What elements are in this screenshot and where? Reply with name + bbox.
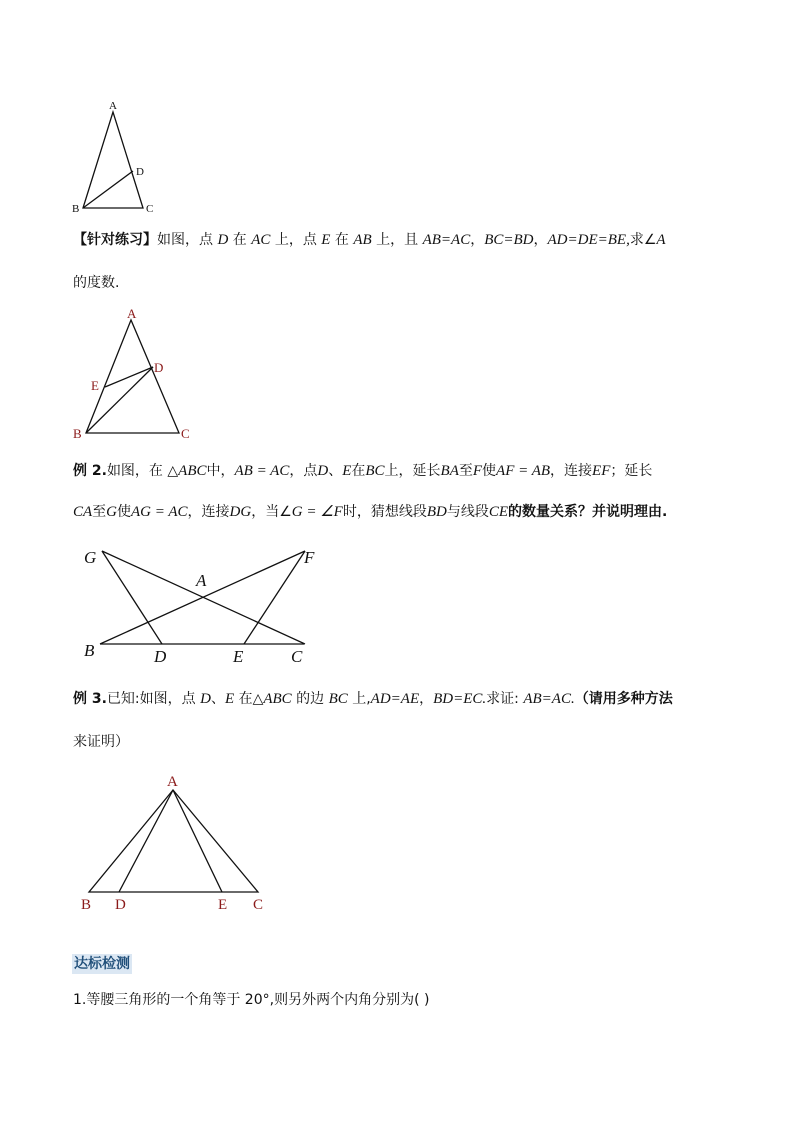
example2-tag: 例 2. (73, 463, 107, 479)
question-1: 1.等腰三角形的一个角等于 20°,则另外两个内角分别为( ) (73, 992, 430, 1008)
example2-line-2: CA至G使AG = AC，连接DG，当∠G = ∠F时，猜想线段BD与线段CE的数量关系？并说明理由. (73, 504, 668, 520)
section-heading: 达标检测 (74, 956, 130, 972)
example2-line-1: 例 2.如图，在 △ABC中，AB = AC，点D、E在BC上，延长BA至F使AF = AB，连接EF；延长 (73, 463, 653, 479)
label-D: D (136, 166, 144, 178)
label-A: A (109, 100, 117, 112)
label-G: G (84, 548, 97, 567)
label-B: B (73, 426, 82, 441)
label-B: B (84, 641, 95, 660)
label-A: A (127, 306, 137, 321)
figure-3-crossed-triangles (78, 538, 328, 668)
label-F: F (304, 548, 315, 567)
figure-4-triangle (75, 768, 275, 913)
label-D: D (154, 360, 164, 375)
label-E: E (233, 647, 244, 666)
label-E: E (91, 378, 99, 393)
label-B: B (72, 203, 80, 215)
label-D: D (115, 897, 126, 913)
example3-line-2: 来证明） (73, 734, 129, 750)
practice-line-2: 的度数. (73, 275, 120, 291)
label-C: C (181, 426, 190, 441)
label-B: B (81, 897, 92, 913)
figure-1-triangle (60, 95, 170, 220)
label-C: C (291, 647, 303, 666)
label-C: C (253, 897, 264, 913)
practice-tag: 【针对练习】 (73, 232, 157, 248)
practice-line-1: 【针对练习】如图，点 D 在 AC 上，点 E 在 AB 上，且 AB=AC，BC=BD，AD=DE=BE,求∠A (73, 232, 666, 248)
label-C: C (146, 203, 154, 215)
example3-tag: 例 3. (73, 691, 107, 707)
figure-2-triangle (65, 302, 200, 447)
example3-line-1: 例 3.已知:如图，点 D、E 在△ABC 的边 BC 上,AD=AE，BD=EC.求证: AB=AC.（请用多种方法 (73, 691, 673, 707)
label-A: A (196, 571, 207, 590)
label-D: D (154, 647, 167, 666)
label-E: E (218, 897, 228, 913)
label-A: A (167, 774, 178, 790)
